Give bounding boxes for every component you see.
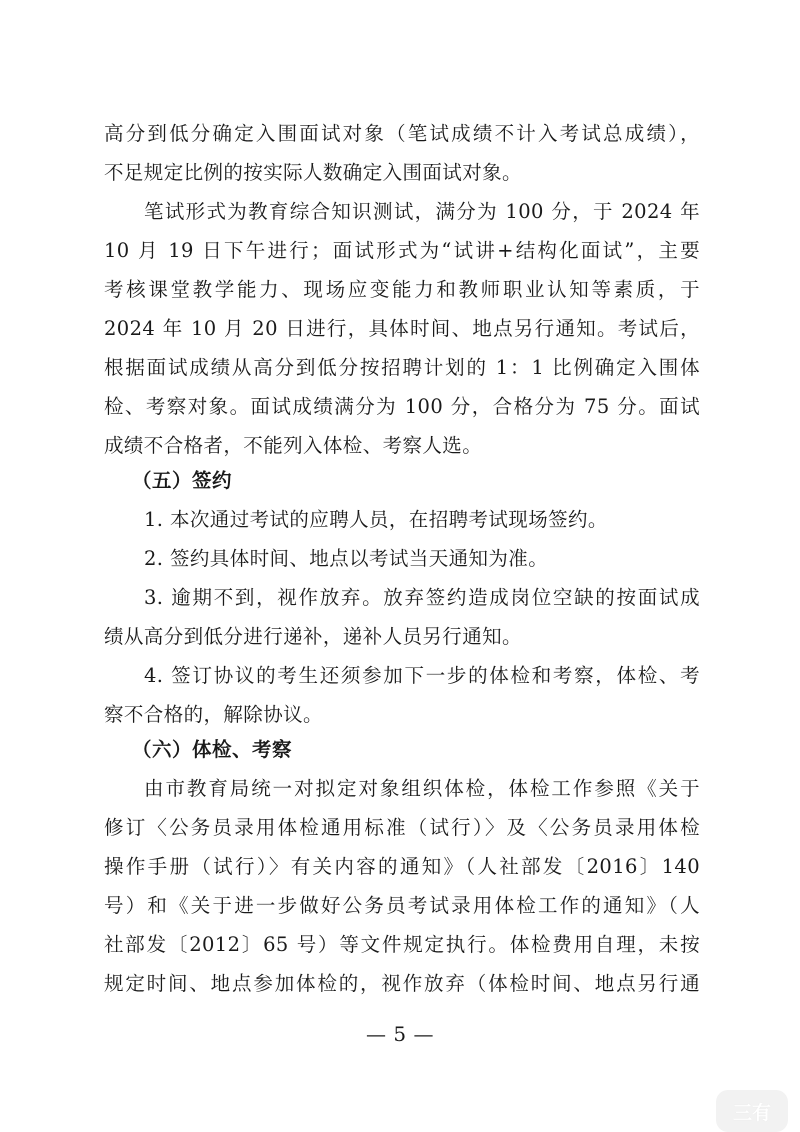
section-6-line-3: 操作手册（试行）〉有关内容的通知》（人社部发〔2016〕140 — [104, 855, 700, 878]
section-5-item-3-line-1: 3. 逾期不到，视作放弃。放弃签约造成岗位空缺的按面试成 — [144, 586, 700, 609]
section-5-item-2: 2. 签约具体时间、地点以考试当天通知为准。 — [144, 547, 549, 570]
section-5-item-3-line-2: 绩从高分到低分进行递补，递补人员另行通知。 — [104, 625, 522, 648]
section-6-heading: （六）体检、考察 — [132, 738, 293, 761]
section-5-item-1: 1. 本次通过考试的应聘人员，在招聘考试现场签约。 — [144, 508, 608, 531]
paragraph-1-line-2: 不足规定比例的按实际人数确定入围面试对象。 — [104, 161, 522, 184]
section-6-line-6: 规定时间、地点参加体检的，视作放弃（体检时间、地点另行通 — [104, 972, 700, 995]
section-5-item-4-line-2: 察不合格的，解除协议。 — [104, 703, 323, 726]
page-number: — 5 — — [366, 1022, 434, 1046]
paragraph-2-line-1: 笔试形式为教育综合知识测试，满分为 100 分，于 2024 年 — [144, 200, 700, 223]
paragraph-2-line-5: 根据面试成绩从高分到低分按招聘计划的 1：1 比例确定入围体 — [104, 356, 700, 379]
watermark-logo — [716, 1090, 788, 1132]
paragraph-2-line-6: 检、考察对象。面试成绩满分为 100 分，合格分为 75 分。面试 — [104, 395, 700, 418]
section-5-heading: （五）签约 — [132, 469, 233, 492]
paragraph-1-line-1: 高分到低分确定入围面试对象（笔试成绩不计入考试总成绩）， — [104, 122, 700, 145]
paragraph-2-line-3: 考核课堂教学能力、现场应变能力和教师职业认知等素质，于 — [104, 278, 700, 301]
paragraph-2-line-7: 成绩不合格者，不能列入体检、考察人选。 — [104, 434, 483, 457]
section-6-line-1: 由市教育局统一对拟定对象组织体检，体检工作参照《关于 — [144, 777, 700, 800]
watermark-text: 三有 — [732, 1101, 771, 1124]
section-6-line-5: 社部发〔2012〕65 号）等文件规定执行。体检费用自理，未按 — [104, 933, 700, 956]
section-6-line-4: 号）和《关于进一步做好公务员考试录用体检工作的通知》（人 — [104, 894, 700, 917]
paragraph-2-line-4: 2024 年 10 月 20 日进行，具体时间、地点另行通知。考试后， — [104, 317, 700, 340]
paragraph-2-line-2: 10 月 19 日下午进行；面试形式为“试讲+结构化面试”，主要 — [104, 239, 700, 262]
section-5-item-4-line-1: 4. 签订协议的考生还须参加下一步的体检和考察，体检、考 — [144, 664, 700, 687]
section-6-line-2: 修订〈公务员录用体检通用标准（试行）〉及〈公务员录用体检 — [104, 816, 700, 839]
